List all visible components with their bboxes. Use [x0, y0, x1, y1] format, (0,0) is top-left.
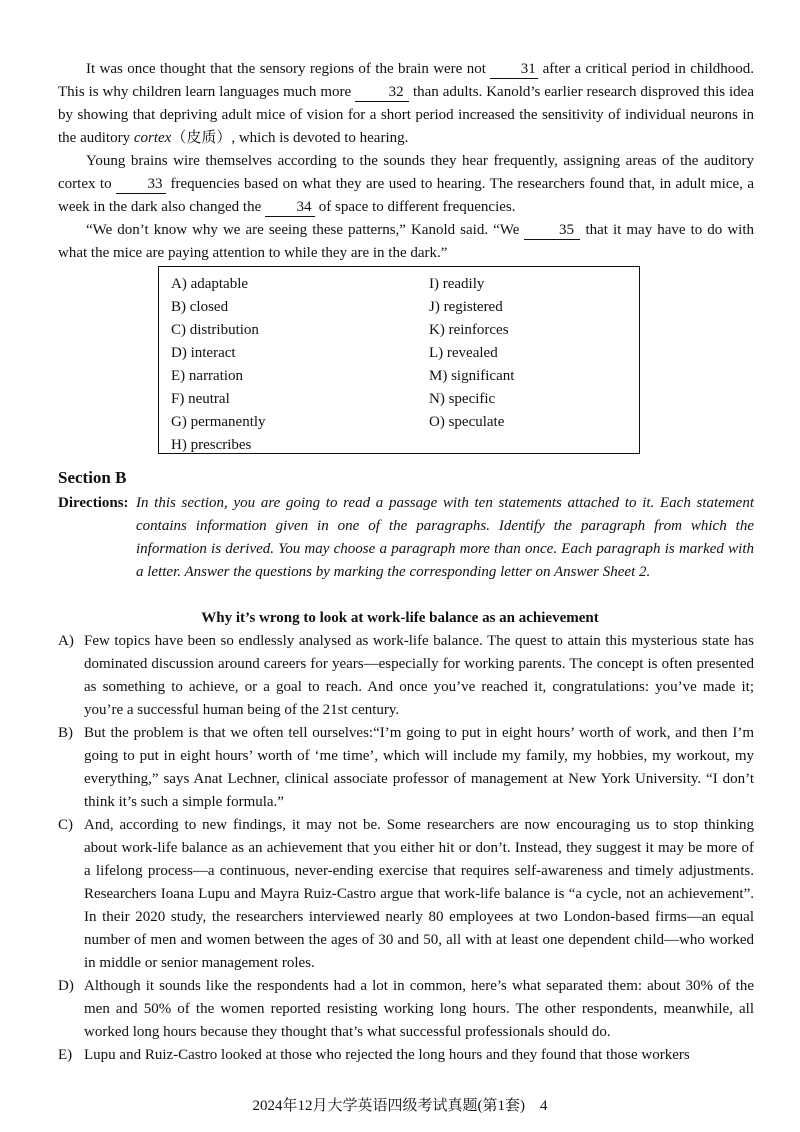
word-option-o: O) speculate	[429, 414, 505, 430]
blank-35: 35	[524, 221, 580, 240]
text-run: of space to different frequencies.	[315, 199, 516, 215]
word-bank-left-column	[171, 273, 266, 457]
directions-label: Directions:	[58, 495, 129, 511]
word-bank-right-column	[429, 273, 514, 434]
word-option-g: G) permanently	[171, 414, 266, 430]
word-option-l: L) revealed	[429, 345, 498, 361]
paragraph-c	[58, 814, 754, 975]
section-heading: Section B	[58, 468, 127, 487]
paragraph-letter: B)	[58, 725, 73, 741]
cloze-paragraph-2	[58, 150, 754, 219]
word-option-c: C) distribution	[171, 322, 259, 338]
word-option-m: M) significant	[429, 368, 515, 384]
page-footer: 2024年12月大学英语四级考试真题(第1套) 4	[252, 1098, 548, 1114]
word-option-b: B) closed	[171, 299, 229, 315]
word-option-f: F) neutral	[171, 391, 230, 407]
word-option-d: D) interact	[171, 345, 236, 361]
paragraph-letter: A)	[58, 633, 74, 649]
text-run: frequencies based on what they are used to hearing. The researchers found that, in adult mice, a week in the dark also changed the	[58, 176, 754, 215]
paragraph-text: Although it sounds like the respondents had a lot in common, here’s what separated them: about 30% of the men and 50% of the women reported resisting working long hours. The other respondents, meanwhile, all worked long hours because they thought that’s what successful professionals should do.	[84, 978, 754, 1040]
word-option-n: N) specific	[429, 391, 496, 407]
paragraph-text: Few topics have been so endlessly analysed as work-life balance. The quest to attain this mysterious state has dominated discussion around careers for years—especially for working parents. The concept is often presented as something to achieve, or a goal to reach. And once you’ve reached it, congratulations: you’ve made it; you’re a successful human being of the 21st century.	[84, 633, 754, 718]
paragraph-letter: C)	[58, 817, 73, 833]
word-option-h: H) prescribes	[171, 437, 252, 453]
text-run: “We don’t know why we are seeing these patterns,” Kanold said. “We	[86, 222, 525, 238]
paragraph-e	[58, 1044, 754, 1067]
word-option-j: J) registered	[429, 299, 503, 315]
passage-title: Why it’s wrong to look at work-life balance as an achievement	[201, 610, 599, 626]
cloze-paragraph-1	[58, 58, 754, 150]
paragraph-letter: E)	[58, 1047, 73, 1063]
cortex-chinese-gloss: （皮质）	[171, 130, 232, 146]
text-run: than adults. Kanold’s earlier research disproved this idea by showing that depriving adult mice of vision for a short period increased the sensitivity of individual neurons in the auditory	[58, 84, 754, 146]
word-option-a: A) adaptable	[171, 276, 249, 292]
paragraph-text: Lupu and Ruiz-Castro looked at those who rejected the long hours and they found that those workers	[84, 1047, 690, 1063]
text-run: that it may have to do with what the mice are paying attention to while they are in the dark.”	[58, 222, 754, 261]
text-run: It was once thought that the sensory regions of the brain were not	[86, 61, 491, 77]
cortex-term: cortex	[133, 130, 172, 146]
paragraph-d	[58, 975, 754, 1044]
paragraph-text: And, according to new findings, it may not be. Some researchers are now encouraging us to stop thinking about work-life balance as an achievement that you either hit or don’t. Instead, they suggest it may be more of a lifelong process—a continuous, never-ending exercise that requires self-awareness and timely adjustments. Researchers Ioana Lupu and Mayra Ruiz-Castro argue that work-life balance is “a cycle, not an achievement”. In their 2020 study, the researchers interviewed nearly 80 employees at two London-based firms—an equal number of men and women between the ages of 30 and 50, all with at least one dependent child—who worked in middle or senior management roles.	[84, 817, 754, 971]
cloze-paragraph-3	[58, 219, 754, 265]
word-option-e: E) narration	[171, 368, 244, 384]
word-option-k: K) reinforces	[429, 322, 509, 338]
word-option-i: I) readily	[429, 276, 485, 292]
paragraph-a	[58, 630, 754, 722]
blank-31: 31	[490, 60, 538, 79]
blank-34: 34	[265, 198, 315, 217]
paragraph-b	[58, 722, 754, 814]
paragraph-letter: D)	[58, 978, 74, 994]
directions-text: In this section, you are going to read a passage with ten statements attached to it. Each statement contains information given in one of the paragraphs. Identify the paragraph from which the information is derived. You may choose a paragraph more than once. Each paragraph is marked with a letter. Answer the questions by marking the corresponding letter on Answer Sheet 2.	[136, 495, 754, 580]
text-run: after a critical period in childhood. This is why children learn languages much more	[58, 61, 754, 100]
text-run: Young brains wire themselves according to the sounds they hear frequently, assigning areas of the auditory cortex to	[58, 153, 754, 192]
word-bank-box	[158, 266, 640, 454]
paragraph-text: But the problem is that we often tell ourselves:“I’m going to put in eight hours’ worth of work, and then I’m going to put in eight hours’ worth of ‘me time’, which will include my family, my hobbies, my workout, my everything,” says Anat Lechner, clinical associate professor of management at New York University. “I don’t think it’s such a simple formula.”	[84, 725, 754, 810]
blank-32: 32	[355, 83, 409, 102]
text-run: , which is devoted to hearing.	[231, 130, 409, 146]
blank-33: 33	[116, 175, 166, 194]
